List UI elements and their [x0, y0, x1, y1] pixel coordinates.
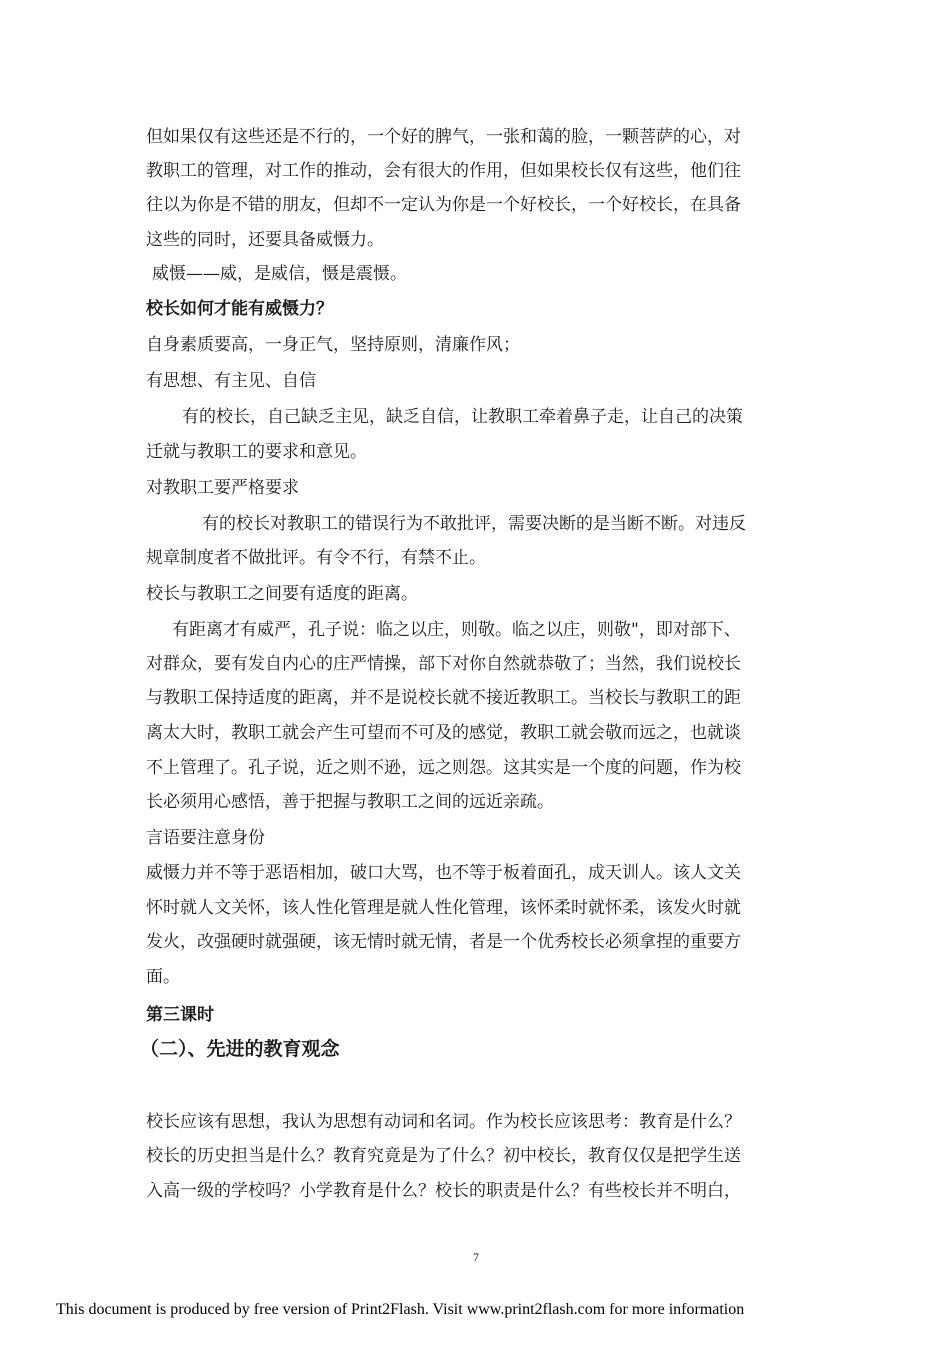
text-line: 这些的同时，还要具备威慑力。 — [146, 230, 384, 250]
text-line: 威慑——威，是威信，慑是震慑。 — [152, 264, 407, 284]
text-line: 对群众，要有发自内心的庄严情操，部下对你自然就恭敬了；当然，我们说校长 — [146, 654, 741, 674]
text-line: 但如果仅有这些还是不行的，一个好的脾气，一张和蔼的脸，一颗菩萨的心，对 — [146, 127, 741, 147]
text-line: 长必须用心感悟，善于把握与教职工之间的远近亲疏。 — [146, 792, 554, 812]
section-heading: 第三课时 — [146, 1005, 214, 1025]
section-heading: 校长如何才能有威慑力？ — [146, 299, 333, 319]
text-line: 怀时就人文关怀，该人性化管理是就人性化管理，该怀柔时就怀柔，该发火时就 — [146, 898, 741, 918]
text-line: 有距离才有威严，孔子说：临之以庄，则敬。临之以庄，则敬"，即对部下、 — [172, 620, 741, 640]
text-line: 不上管理了。孔子说，近之则不逊，远之则怨。这其实是一个度的问题，作为校 — [146, 758, 741, 778]
watermark-footer: This document is produced by free version of Print2Flash. Visit www.print2flash.com for more information — [56, 1301, 745, 1318]
chapter-heading: （二）、先进的教育观念 — [140, 1038, 340, 1060]
text-line: 与教职工保持适度的距离，并不是说校长就不接近教职工。当校长与教职工的距 — [146, 688, 741, 708]
text-line: 有思想、有主见、自信 — [146, 371, 316, 391]
text-line: 离太大时，教职工就会产生可望而不可及的感觉，教职工就会敬而远之，也就谈 — [146, 723, 741, 743]
text-line: 迁就与教职工的要求和意见。 — [146, 442, 367, 462]
text-line: 教职工的管理，对工作的推动，会有很大的作用，但如果校长仅有这些，他们往 — [146, 161, 741, 181]
text-line: 有的校长，自己缺乏主见，缺乏自信，让教职工牵着鼻子走，让自己的决策 — [182, 407, 743, 427]
text-line: 自身素质要高，一身正气，坚持原则，清廉作风； — [146, 335, 520, 355]
text-line: 校长与教职工之间要有适度的距离。 — [146, 584, 418, 604]
text-line: 言语要注意身份 — [146, 828, 265, 848]
page-number: 7 — [473, 1250, 479, 1264]
text-line: 校长应该有思想，我认为思想有动词和名词。作为校长应该思考：教育是什么？ — [146, 1112, 741, 1132]
text-line: 发火，改强硬时就强硬，该无情时就无情，者是一个优秀校长必须拿捏的重要方 — [146, 932, 741, 952]
text-line: 往以为你是不错的朋友，但却不一定认为你是一个好校长，一个好校长，在具备 — [146, 195, 741, 215]
text-line: 对教职工要严格要求 — [146, 478, 299, 498]
text-line: 规章制度者不做批评。有令不行，有禁不止。 — [146, 548, 486, 568]
text-line: 威慑力并不等于恶语相加，破口大骂，也不等于板着面孔，成天训人。该人文关 — [146, 863, 741, 883]
text-line: 有的校长对教职工的错误行为不敢批评，需要决断的是当断不断。对违反 — [202, 514, 746, 534]
text-line: 入高一级的学校吗？小学教育是什么？校长的职责是什么？有些校长并不明白， — [146, 1181, 741, 1201]
text-line: 校长的历史担当是什么？教育究竟是为了什么？初中校长，教育仅仅是把学生送 — [146, 1146, 741, 1166]
text-line: 面。 — [146, 967, 180, 987]
